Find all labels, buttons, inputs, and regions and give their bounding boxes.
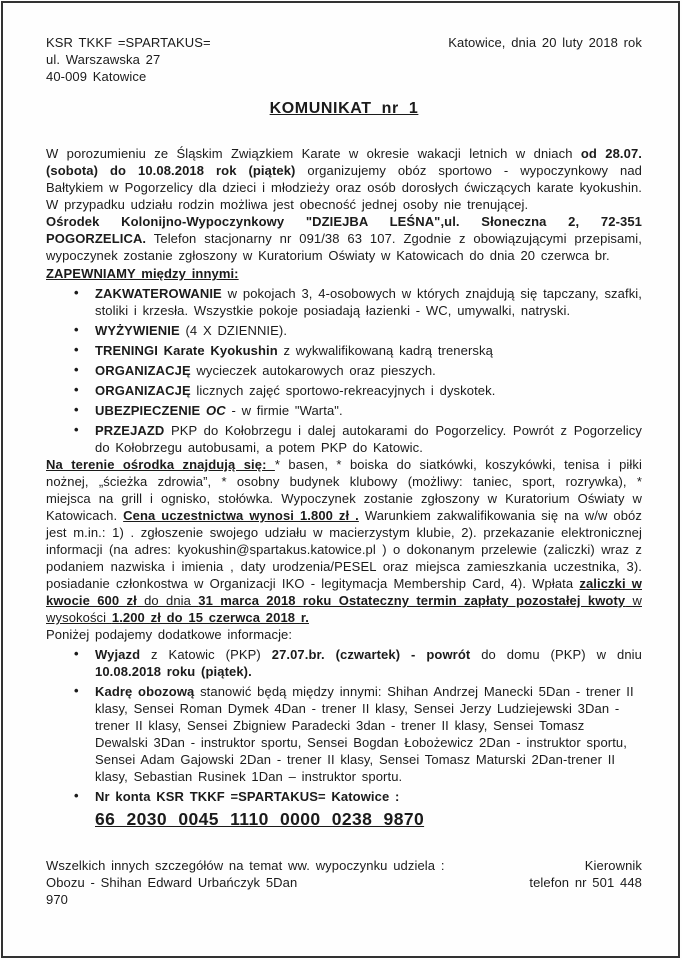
- bullet-item-organizacje-zajec: [46, 382, 642, 399]
- bullet-dot: •: [74, 646, 79, 661]
- sender-street: ul. Warszawska 27: [46, 52, 161, 67]
- bullet-text: ZAKWATEROWANIE w pokojach 3, 4-osobowych w których znajdują się tapczany, szafki, stoliki i krzesła. Wszystkie pokoje posiadają łazienki - WC, umywalki, natryski.: [95, 286, 642, 318]
- footer-manager-name: Obozu - Shihan Edward Urbańczyk 5Dan: [46, 875, 298, 890]
- bullet-item-kadra: [46, 683, 642, 785]
- footer-role: Kierownik: [584, 858, 642, 873]
- zapewniamy-heading: ZAPEWNIAMY między innymi:: [46, 266, 239, 281]
- additional-info-intro: Poniżej podajemy dodatkowe informacje:: [46, 627, 293, 642]
- bullet-item-przejazd: [46, 422, 642, 456]
- bullet-item-ubezpieczenie: [46, 402, 642, 419]
- bullet-item-organizacje-wycieczek: [46, 362, 642, 379]
- bullet-text: ORGANIZACJĘ wycieczek autokarowych oraz pieszych.: [95, 363, 436, 378]
- footer-contact-text: Wszelkich innych szczegółów na temat ww. wypoczynku udziela :: [46, 858, 445, 873]
- account-label: Nr konta KSR TKKF =SPARTAKUS= Katowice :: [95, 789, 400, 804]
- footer-row-3: [46, 891, 642, 908]
- bullet-item-wyjazd: [46, 646, 642, 680]
- intro-paragraph: W porozumieniu ze Śląskim Związkiem Karate w okresie wakacji letnich w dniach od 28.07. (sobota) do 10.08.2018 rok (piątek) organizujemy obóz sportowo - wypoczynkowy nad Bałtykiem w Pogorzelicy dla dzieci i młodzieży oraz osób dorosłych ćwiczących karate kyokushin. W przypadku udziału rodzin możliwa jest obecność jednej osoby nie trenującej.: [46, 146, 642, 212]
- letter-header: [46, 34, 642, 85]
- bullet-dot: •: [74, 342, 79, 357]
- bullet-dot: •: [74, 382, 79, 397]
- account-number: 66 2030 0045 1110 0000 0238 9870: [95, 809, 425, 829]
- bullet-text: TRENINGI Karate Kyokushin z wykwalifikowaną kadrą trenerską: [95, 343, 493, 358]
- bullet-text: Kadrę obozową stanowić będą między innymi: Shihan Andrzej Manecki 5Dan - trener II klasy, Sensei Roman Dymek 4Dan - trener II klasy, Sensei Jerzy Ludziejewski 3Dan - trener II klasy, Sensei Zbigniew Paradecki 3dan - trener II klasy, Sensei Tomasz Dewalski 3Dan - instruktor sportu, Sensei Bogdan Łobożewicz 2Dan - instruktor sportu, Sensei Adam Gajowski 2Dan - trener II klasy, Sensei Tomasz Maturski 2Dan-trener II klasy, Sebastian Rusinek 1Dan – instruktor sportu.: [95, 684, 634, 784]
- bullet-item-zakwaterowanie: [46, 285, 642, 319]
- date-line: Katowice, dnia 20 luty 2018 rok: [448, 35, 642, 50]
- footer-row-1: [46, 857, 642, 874]
- terms-paragraph: Na terenie ośrodka znajdują się: * basen, * boiska do siatkówki, koszykówki, tenisa i piłki nożnej, „ścieżka zdrowia”, * osobny budynek klubowy (możliwy: taniec, sport, rozrywka), * miejsca na grill i ognisko, stołówka. Wypoczynek zostanie zgłoszony w Kuratorium Oświaty w Katowicach. Cena uczestnictwa wynosi 1.800 zł . Warunkiem zakwalifikowania się na w/w obóz jest m.in.: 1) . zgłoszenie swojego udziału w macierzystym klubie, 2). przekazanie elektronicznej informacji (na adres: kyokushin@spartakus.katowice.pl ) o dokonanym przelewie (zaliczki) wraz z podaniem nazwiska i imienia , daty urodzenia/PESEL oraz miejsca zamieszkania uczestnika, 3). posiadanie członkostwa w Organizacji IKO - legitymacja Membership Card, 4). Wpłata zaliczki w kwocie 600 zł do dnia 31 marca 2018 roku Ostateczny termin zapłaty pozostałej kwoty w wysokości 1.200 zł do 15 czerwca 2018 r.: [46, 457, 643, 625]
- bullet-dot: •: [74, 322, 79, 337]
- bullet-dot: •: [74, 422, 79, 437]
- sender-city: 40-009 Katowice: [46, 69, 147, 84]
- bullet-dot: •: [74, 788, 79, 803]
- footer-phone: telefon nr 501 448: [529, 875, 642, 890]
- footer-phone-continued: 970: [46, 892, 68, 907]
- bullet-dot: •: [74, 285, 79, 300]
- footer-row-2: [46, 874, 642, 891]
- bullet-text: Wyjazd z Katowic (PKP) 27.07.br. (czwartek) - powrót do domu (PKP) w dniu 10.08.2018 roku (piątek).: [95, 647, 642, 679]
- bullet-item-treningi: [46, 342, 642, 359]
- bullet-text: ORGANIZACJĘ licznych zajęć sportowo-rekreacyjnych i dyskotek.: [95, 383, 496, 398]
- bullet-text: UBEZPIECZENIE OC - w firmie "Warta".: [95, 403, 343, 418]
- bullet-dot: •: [74, 362, 79, 377]
- bullet-text: WYŻYWIENIE (4 X DZIENNIE).: [95, 323, 288, 338]
- bullet-text: PRZEJAZD PKP do Kołobrzegu i dalej autokarami do Pogorzelicy. Powrót z Pogorzelicy do Kołobrzegu autobusami, a potem PKP do Katowic.: [95, 423, 642, 455]
- bullet-item-wyzywienie: [46, 322, 642, 339]
- additional-info-list: [46, 646, 642, 831]
- zapewniamy-list: [46, 285, 642, 456]
- bullet-item-konto: [46, 788, 642, 831]
- bullet-dot: •: [74, 683, 79, 698]
- sender-name: KSR TKKF =SPARTAKUS=: [46, 35, 211, 50]
- bullet-dot: •: [74, 402, 79, 417]
- letter-footer: [46, 857, 642, 908]
- sender-address: [46, 34, 211, 85]
- page-title: KOMUNIKAT nr 1: [269, 100, 419, 117]
- resort-paragraph: Ośrodek Kolonijno-Wypoczynkowy "DZIEJBA LEŚNA",ul. Słoneczna 2, 72-351 POGORZELICA. Telefon stacjonarny nr 091/38 63 107. Zgodnie z obowiązującymi przepisami, wypoczynek zostanie zgłoszony w Kuratorium Oświaty w Katowicach do dnia 20 czerwca br.: [46, 214, 642, 263]
